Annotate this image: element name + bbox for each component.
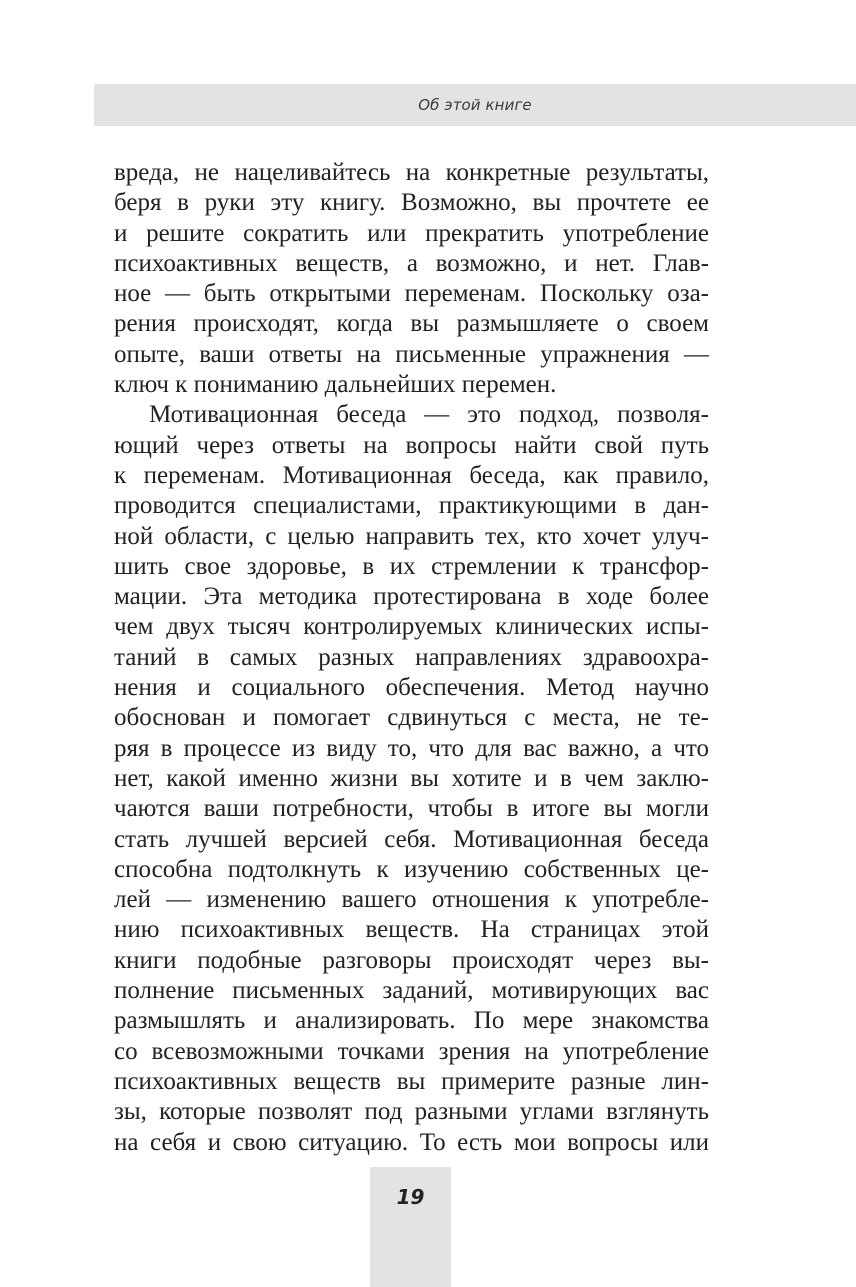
text-line: рения происходят, когда вы размышляете о своем xyxy=(114,310,709,338)
text-line: способна подтолкнуть к изучению собственных це- xyxy=(114,855,709,883)
text-line: размышлять и анализировать. По мере знакомства xyxy=(114,1007,709,1035)
text-line: лей — изменению вашего отношения к употребле- xyxy=(114,886,709,914)
text-line: обоснован и помогает сдвинуться с места, не те- xyxy=(114,704,709,732)
text-line: нения и социального обеспечения. Метод научно xyxy=(114,674,709,702)
text-line: ключ к пониманию дальнейших перемен. xyxy=(114,371,557,399)
text-line: ющий через ответы на вопросы найти свой путь xyxy=(114,431,709,459)
text-line: стать лучшей версией себя. Мотивационная беседа xyxy=(114,825,709,853)
text-line: со всевозможными точками зрения на употребление xyxy=(114,1037,709,1065)
body-text xyxy=(114,158,709,1158)
text-line: опыте, ваши ответы на письменные упражнения — xyxy=(114,340,709,368)
text-line: ной области, с целью направить тех, кто хочет улуч- xyxy=(114,522,709,550)
text-line: беря в руки эту книгу. Возможно, вы прочтете ее xyxy=(114,189,709,217)
text-line: вреда, не нацеливайтесь на конкретные результаты, xyxy=(114,159,709,186)
text-line: психоактивных веществ, а возможно, и нет. Глав- xyxy=(114,249,709,277)
text-line: психоактивных веществ вы примерите разные лин- xyxy=(114,1067,709,1095)
text-line: Мотивационная беседа — это подход, позволя- xyxy=(149,401,709,429)
paragraph-1 xyxy=(114,158,709,400)
text-line: мации. Эта методика протестирована в ходе более xyxy=(114,583,709,611)
text-line: нию психоактивных веществ. На страницах этой xyxy=(114,916,709,944)
text-line: полнение письменных заданий, мотивирующих вас xyxy=(114,977,709,1005)
text-line: ное — быть открытыми переменам. Поскольку оза- xyxy=(114,280,709,308)
text-line: и решите сократить или прекратить употребление xyxy=(114,219,709,247)
text-line: книги подобные разговоры происходят через вы- xyxy=(114,946,709,974)
text-line: ряя в процессе из виду то, что для вас важно, а что xyxy=(114,734,709,762)
text-line: проводится специалистами, практикующими в дан- xyxy=(114,492,709,520)
page-number: 19 xyxy=(396,1185,425,1209)
text-line: шить свое здоровье, в их стремлении к трансфор- xyxy=(114,552,709,580)
text-line: на себя и свою ситуацию. То есть мои вопросы или xyxy=(114,1128,709,1156)
text-line: нет, какой именно жизни вы хотите и в чем заклю- xyxy=(114,764,709,792)
running-header-title: Об этой книге xyxy=(418,96,532,114)
text-line: к переменам. Мотивационная беседа, как правило, xyxy=(114,461,709,489)
text-line: таний в самых разных направлениях здравоохра- xyxy=(114,643,709,671)
text-line: чаются ваши потребности, чтобы в итоге вы могли xyxy=(114,795,709,823)
text-line: чем двух тысяч контролируемых клинических испы- xyxy=(114,613,709,641)
running-header xyxy=(94,84,856,126)
page-number-tab xyxy=(370,1167,451,1287)
paragraph-2 xyxy=(114,400,709,1157)
text-line: зы, которые позволят под разными углами взглянуть xyxy=(114,1098,709,1126)
